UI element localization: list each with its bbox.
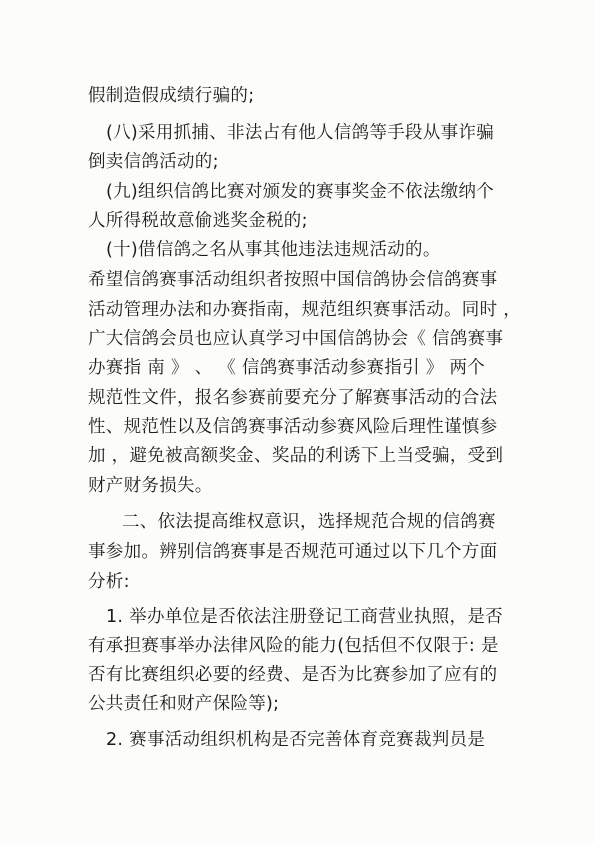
text-line-item-2: 2. 赛事活动组织机构是否完善体育竞赛裁判员是 [106,730,486,750]
text-line: 活动管理办法和办赛指南，规范组织赛事活动。同时 ， [88,300,522,320]
text-line: 有承担赛事举办法律风险的能力(包括但不仅限于: 是 [88,636,499,656]
text-line-item-10: (十)借信鸽之名从事其他违法违规活动的。 [106,240,441,260]
text-line: 人所得税故意偷逃奖金税的; [88,211,308,231]
text-line: 加 ，避免被高额奖金、奖品的利诱下上当受骗，受到 [88,446,504,466]
text-line-item-9: (九)组织信鸽比赛对颁发的赛事奖金不依法缴纳个 [106,182,495,202]
text-line: 否有比赛组织必要的经费、是否为比赛参加了应有的 [88,665,498,685]
text-line: 分析: [88,572,130,592]
text-line: 希望信鸽赛事活动组织者按照中国信鸽协会信鸽赛事 [88,270,498,290]
text-line: 倒卖信鸽活动的; [88,152,219,172]
text-line: 性、规范性以及信鸽赛事活动参赛风险后理性谨慎参 [88,417,498,437]
text-line-item-1: 1. 举办单位是否依法注册登记工商营业执照，是否 [106,607,503,627]
text-line: 规范性文件，报名参赛前要充分了解赛事活动的合法 [88,388,498,408]
text-line: 事参加。辨别信鸽赛事是否规范可通过以下几个方面 [88,542,498,562]
text-line: 公共责任和财产保险等); [88,694,280,714]
text-line: 广大信鸽会员也应认真学习中国信鸽协会《 信鸽赛事 [88,329,504,349]
text-line: 假制造假成绩行骗的; [88,86,255,106]
text-line-item-8: (八)采用抓捕、非法占有他人信鸽等手段从事诈骗 [106,123,495,143]
text-line: 财产财务损失。 [88,476,213,496]
section-heading-line: 二、依法提高维权意识，选择规范合规的信鸽赛 [122,512,496,532]
text-line: 办赛指 南 》 、 《 信鸽赛事活动参赛指引 》 两个 [88,358,486,378]
